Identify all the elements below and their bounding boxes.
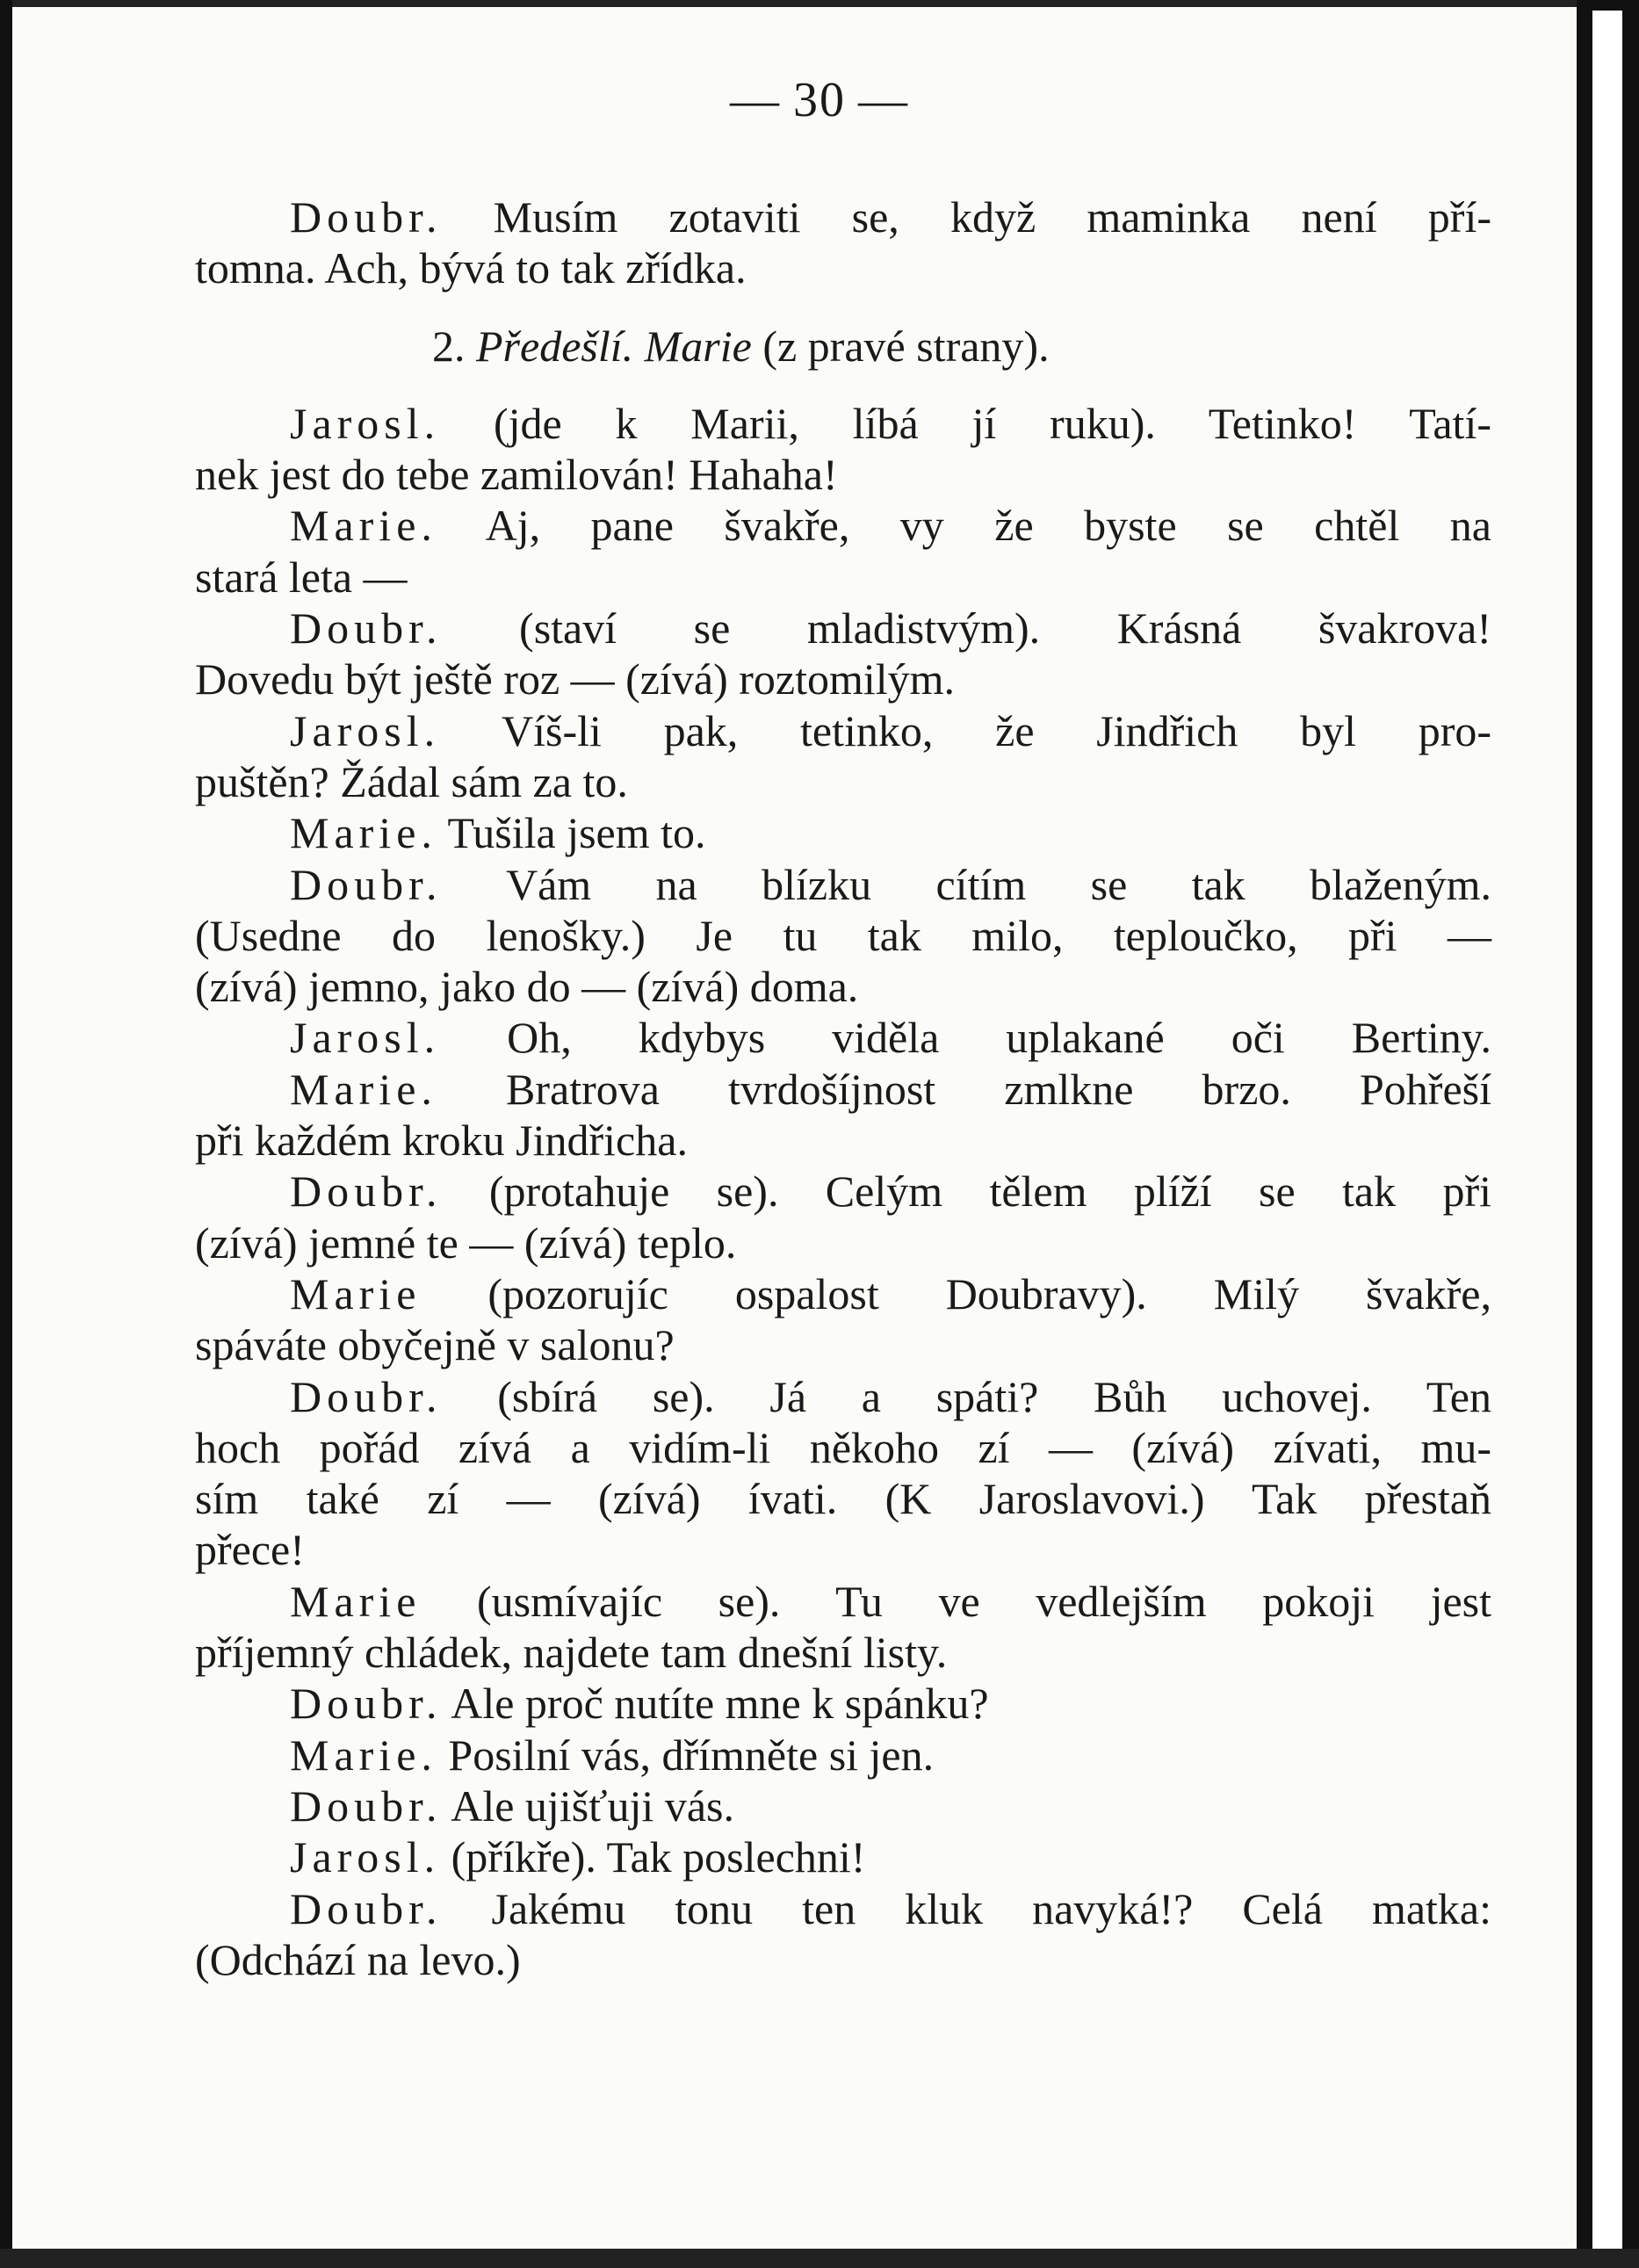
- line-text: (Usedne do lenošky.) Je tu tak milo, teploučko, při —: [195, 910, 1491, 960]
- speaker-name: Marie: [290, 1576, 422, 1626]
- text-line: [195, 242, 1491, 293]
- text-line: [195, 1268, 1491, 1319]
- line-text: Bratrova tvrdošíjnost zmlkne brzo. Pohřeší: [437, 1064, 1491, 1114]
- line-text: Vám na blízku cítím se tak blaženým.: [442, 859, 1491, 909]
- scan-border-bottom: [0, 2249, 1639, 2268]
- speaker-name: Doubr.: [290, 192, 443, 242]
- line-text: přece!: [195, 1525, 305, 1575]
- speaker-name: Jarosl.: [290, 705, 441, 755]
- scene-title: Předešlí.: [476, 321, 634, 371]
- text-line: [195, 1422, 1491, 1473]
- text-line: [195, 705, 1491, 756]
- line-text: (pozorujíc ospalost Doubravy). Milý švakře,: [421, 1268, 1491, 1318]
- line-text: nek jest do tebe zamilován! Hahaha!: [195, 450, 838, 500]
- line-text: (Odchází na levo.): [195, 1934, 521, 1984]
- line-text: Aj, pane švakře, vy že byste se chtěl na: [437, 501, 1491, 551]
- text-line: [195, 756, 1491, 807]
- text-line: [195, 1319, 1491, 1370]
- text-line: [195, 1934, 1491, 1985]
- text-line: [195, 961, 1491, 1012]
- line-text: (zívá) jemno, jako do — (zívá) doma.: [195, 962, 859, 1012]
- speaker-name: Marie.: [290, 808, 437, 858]
- line-text: spáváte obyčejně v salonu?: [195, 1320, 675, 1370]
- speaker-name: Marie.: [290, 1064, 437, 1114]
- speaker-name: Marie.: [290, 501, 437, 551]
- line-text: příjemný chládek, najdete tam dnešní listy.: [195, 1628, 948, 1678]
- text-line: [195, 910, 1491, 961]
- scene-number: 2.: [432, 321, 466, 371]
- speaker-name: Jarosl.: [290, 1013, 441, 1063]
- line-text: (sbírá se). Já a spáti? Bůh uchovej. Ten: [442, 1371, 1491, 1421]
- page-number-dash-left: —: [730, 73, 781, 127]
- text-line: [195, 552, 1491, 603]
- text-line: [195, 1831, 1491, 1882]
- line-text: Víš-li pak, tetinko, že Jindřich byl pro-: [440, 705, 1491, 755]
- text-line: [195, 1012, 1491, 1063]
- line-text: sím také zí — (zívá) ívati. (K Jaroslavovi.) Tak přestaň: [195, 1474, 1491, 1524]
- line-text: puštěn? Žádal sám za to.: [195, 756, 628, 806]
- speaker-name: Doubr.: [290, 1883, 443, 1933]
- speaker-name: Jarosl.: [290, 1832, 441, 1882]
- scene-character: Marie: [644, 321, 752, 371]
- speaker-name: Doubr.: [290, 1679, 443, 1729]
- line-text: stará leta —: [195, 552, 408, 602]
- text-line: [195, 1473, 1491, 1524]
- line-text: (usmívajíc se). Tu ve vedlejším pokoji jest: [421, 1576, 1491, 1626]
- page-number-dash-right: —: [858, 73, 909, 127]
- scan-border-right: [1577, 0, 1639, 2268]
- speaker-name: Doubr.: [290, 859, 443, 909]
- scan-border-top: [0, 0, 1639, 7]
- text-line: [195, 859, 1491, 910]
- scene-heading: [195, 321, 1491, 372]
- play-text: [195, 191, 1491, 1985]
- text-line: [195, 500, 1491, 551]
- line-text: Ale proč nutíte mne k spánku?: [442, 1679, 989, 1729]
- text-line: [195, 191, 1491, 242]
- text-line: [195, 1064, 1491, 1115]
- line-text: hoch pořád zívá a vidím-li někoho zí — (zívá) zívati, mu-: [195, 1422, 1491, 1472]
- text-line: [195, 1627, 1491, 1678]
- speaker-name: Doubr.: [290, 1780, 443, 1831]
- line-text: (jde k Marii, líbá jí ruku). Tetinko! Tatí-: [440, 398, 1491, 448]
- line-text: (příkře). Tak poslechni!: [440, 1832, 866, 1882]
- line-text: Ale ujišťuji vás.: [442, 1780, 734, 1831]
- line-text: při každém kroku Jindřicha.: [195, 1116, 688, 1166]
- line-text: (staví se mladistvým). Krásná švakrova!: [442, 603, 1491, 654]
- text-line: [195, 1730, 1491, 1780]
- line-text: Jakému tonu ten kluk navyká!? Celá matka:: [442, 1883, 1491, 1933]
- scan-border-left: [0, 0, 12, 2268]
- line-text: tomna. Ach, bývá to tak zřídka.: [195, 243, 747, 293]
- page-number: [0, 72, 1639, 128]
- line-text: (zívá) jemné te — (zívá) teplo.: [195, 1217, 737, 1268]
- page-number-value: 30: [793, 73, 846, 127]
- text-line: [195, 654, 1491, 704]
- line-text: Musím zotaviti se, když maminka není pří-: [442, 192, 1491, 242]
- text-line: [195, 449, 1491, 500]
- line-text: Tušila jsem to.: [437, 808, 706, 858]
- speaker-name: Doubr.: [290, 603, 443, 654]
- text-line: [195, 1217, 1491, 1268]
- text-line: [195, 1678, 1491, 1729]
- scene-note: (z pravé strany).: [762, 321, 1050, 371]
- text-line: [195, 1371, 1491, 1422]
- text-line: [195, 398, 1491, 449]
- speaker-name: Marie.: [290, 1730, 437, 1780]
- line-text: Dovedu být ještě roz — (zívá) roztomilým.: [195, 654, 956, 704]
- speaker-name: Marie: [290, 1268, 422, 1318]
- text-line: [195, 1576, 1491, 1627]
- text-line: [195, 603, 1491, 654]
- line-text: Posilní vás, dřímněte si jen.: [437, 1730, 935, 1780]
- text-line: [195, 1883, 1491, 1934]
- text-line: [195, 1524, 1491, 1575]
- line-text: (protahuje se). Celým tělem plíží se tak při: [442, 1167, 1491, 1217]
- text-line: [195, 807, 1491, 858]
- text-line: [195, 1115, 1491, 1166]
- speaker-name: Doubr.: [290, 1167, 443, 1217]
- line-text: Oh, kdybys viděla uplakané oči Bertiny.: [440, 1013, 1491, 1063]
- speaker-name: Doubr.: [290, 1371, 443, 1421]
- text-line: [195, 1780, 1491, 1831]
- text-line: [195, 1166, 1491, 1217]
- speaker-name: Jarosl.: [290, 398, 441, 448]
